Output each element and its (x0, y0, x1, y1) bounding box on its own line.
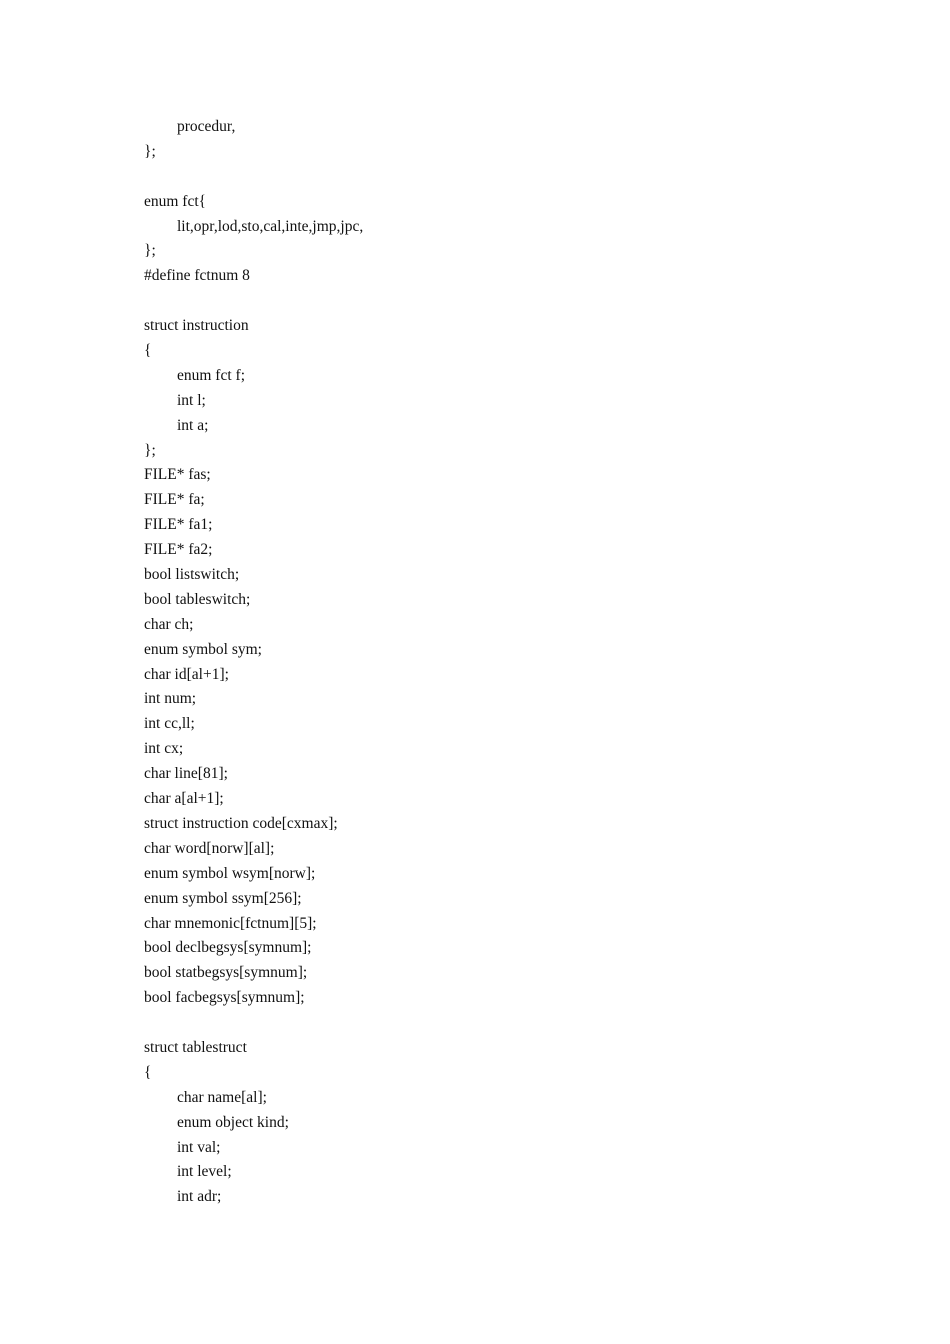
code-line: int level; (177, 1163, 232, 1181)
code-line: char mnemonic[fctnum][5]; (144, 914, 317, 932)
code-line: bool listswitch; (144, 566, 240, 584)
code-line: struct instruction (144, 317, 249, 335)
code-line: int adr; (177, 1188, 222, 1206)
code-line: char a[al+1]; (144, 790, 224, 808)
code-line: lit,opr,lod,sto,cal,inte,jmp,jpc, (177, 217, 364, 235)
code-line: procedur, (177, 118, 236, 135)
code-line: char id[al+1]; (144, 665, 229, 683)
code-line: struct tablestruct (144, 1038, 247, 1056)
code-line: bool statbegsys[symnum]; (144, 964, 308, 982)
code-line: { (144, 1063, 152, 1081)
code-line: enum symbol sym; (144, 640, 262, 658)
code-line: FILE* fa1; (144, 516, 213, 534)
code-line: int cx; (144, 740, 184, 758)
code-line: bool tableswitch; (144, 590, 251, 608)
code-document (144, 115, 904, 1210)
code-line: char word[norw][al]; (144, 839, 275, 857)
code-line: enum symbol ssym[256]; (144, 889, 302, 907)
code-line: enum object kind; (177, 1113, 289, 1131)
blank-line (144, 1011, 904, 1036)
code-line: char line[81]; (144, 765, 228, 783)
code-line: { (144, 342, 152, 360)
code-line: int l; (177, 391, 206, 409)
blank-line (144, 165, 904, 190)
code-line: FILE* fas; (144, 466, 211, 484)
code-line: FILE* fa2; (144, 541, 213, 559)
code-line: enum fct f; (177, 366, 246, 384)
code-line: bool declbegsys[symnum]; (144, 939, 312, 957)
code-line: }; (144, 242, 156, 260)
code-line: int cc,ll; (144, 715, 195, 733)
code-line: int val; (177, 1138, 221, 1156)
code-line: }; (144, 441, 156, 459)
code-line: }; (144, 142, 156, 160)
code-line: int num; (144, 690, 197, 708)
code-line: FILE* fa; (144, 491, 205, 509)
code-line: int a; (177, 416, 209, 434)
code-line: char name[al]; (177, 1088, 267, 1106)
code-line: struct instruction code[cxmax]; (144, 814, 338, 832)
blank-line (144, 289, 904, 314)
code-line: bool facbegsys[symnum]; (144, 989, 305, 1007)
code-line: enum fct{ (144, 192, 207, 210)
code-line: char ch; (144, 615, 194, 633)
code-line: enum symbol wsym[norw]; (144, 864, 316, 882)
code-line: #define fctnum 8 (144, 267, 250, 285)
